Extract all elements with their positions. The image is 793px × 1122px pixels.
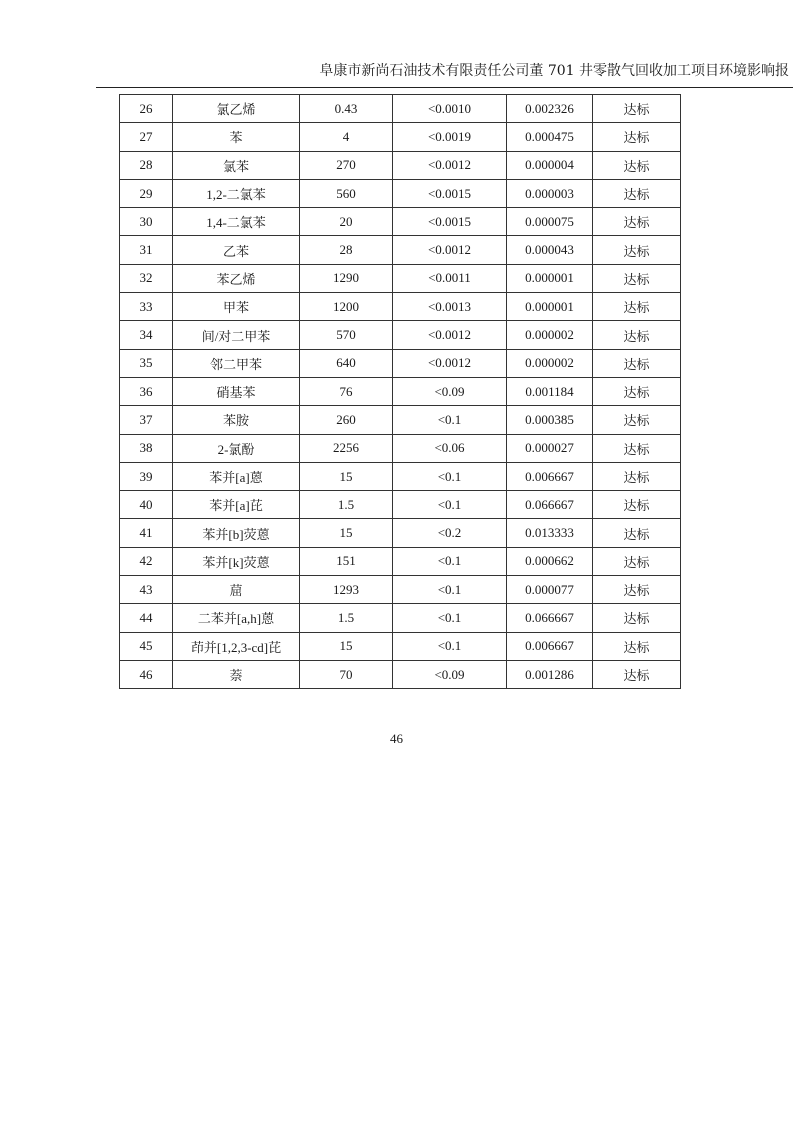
ratio-value-cell: 0.001184 [507,377,593,405]
table-row [120,293,681,321]
table-row [120,660,681,688]
pollutant-name-cell: 二苯并[a,h]蒽 [173,604,300,632]
ratio-value-cell: 0.066667 [507,491,593,519]
standard-value-cell: 640 [300,349,393,377]
standard-value-cell: 270 [300,151,393,179]
standard-value-cell: 15 [300,519,393,547]
measured-value-cell: <0.1 [393,632,507,660]
pollutant-name-cell: 苯并[k]荧蒽 [173,547,300,575]
table-row [120,406,681,434]
pollutant-name-cell: 乙苯 [173,236,300,264]
row-number-cell: 38 [120,434,173,462]
standard-value-cell: 1290 [300,264,393,292]
standard-value-cell: 1293 [300,576,393,604]
result-cell: 达标 [593,208,681,236]
row-number-cell: 33 [120,293,173,321]
standard-value-cell: 560 [300,179,393,207]
row-number-cell: 46 [120,660,173,688]
ratio-value-cell: 0.000385 [507,406,593,434]
table-row [120,604,681,632]
measured-value-cell: <0.0019 [393,123,507,151]
table-row [120,95,681,123]
header-divider [96,87,793,88]
measured-value-cell: <0.1 [393,547,507,575]
pollutant-name-cell: 苯乙烯 [173,264,300,292]
table-row [120,576,681,604]
result-cell: 达标 [593,293,681,321]
row-number-cell: 27 [120,123,173,151]
table-row [120,349,681,377]
result-cell: 达标 [593,519,681,547]
row-number-cell: 42 [120,547,173,575]
standard-value-cell: 151 [300,547,393,575]
pollutant-name-cell: 䓛 [173,576,300,604]
result-cell: 达标 [593,547,681,575]
standard-value-cell: 20 [300,208,393,236]
result-cell: 达标 [593,434,681,462]
table-row [120,434,681,462]
standard-value-cell: 260 [300,406,393,434]
measured-value-cell: <0.06 [393,434,507,462]
row-number-cell: 37 [120,406,173,434]
row-number-cell: 43 [120,576,173,604]
result-cell: 达标 [593,179,681,207]
standard-value-cell: 2256 [300,434,393,462]
pollutant-name-cell: 茚并[1,2,3-cd]芘 [173,632,300,660]
ratio-value-cell: 0.013333 [507,519,593,547]
ratio-value-cell: 0.000475 [507,123,593,151]
row-number-cell: 36 [120,377,173,405]
pollutant-name-cell: 萘 [173,660,300,688]
result-cell: 达标 [593,604,681,632]
result-cell: 达标 [593,377,681,405]
pollutant-name-cell: 硝基苯 [173,377,300,405]
result-cell: 达标 [593,462,681,490]
result-cell: 达标 [593,151,681,179]
measured-value-cell: <0.1 [393,604,507,632]
pollutant-name-cell: 1,4-二氯苯 [173,208,300,236]
pollutant-results-table [119,94,681,689]
result-cell: 达标 [593,491,681,519]
pollutant-name-cell: 苯 [173,123,300,151]
standard-value-cell: 0.43 [300,95,393,123]
table-row [120,377,681,405]
ratio-value-cell: 0.000662 [507,547,593,575]
table-row [120,179,681,207]
pollutant-name-cell: 邻二甲苯 [173,349,300,377]
measured-value-cell: <0.1 [393,576,507,604]
page-header-title: 阜康市新尚石油技术有限责任公司董 701 井零散气回收加工项目环境影响报 [319,63,789,79]
row-number-cell: 34 [120,321,173,349]
measured-value-cell: <0.09 [393,377,507,405]
standard-value-cell: 4 [300,123,393,151]
result-cell: 达标 [593,660,681,688]
row-number-cell: 41 [120,519,173,547]
table-row [120,236,681,264]
pollutant-name-cell: 苯并[a]蒽 [173,462,300,490]
result-cell: 达标 [593,576,681,604]
table-row [120,547,681,575]
measured-value-cell: <0.0010 [393,95,507,123]
ratio-value-cell: 0.000027 [507,434,593,462]
ratio-value-cell: 0.000075 [507,208,593,236]
row-number-cell: 35 [120,349,173,377]
measured-value-cell: <0.0013 [393,293,507,321]
result-cell: 达标 [593,632,681,660]
measured-value-cell: <0.0011 [393,264,507,292]
ratio-value-cell: 0.006667 [507,462,593,490]
pollutant-name-cell: 甲苯 [173,293,300,321]
ratio-value-cell: 0.006667 [507,632,593,660]
pollutant-name-cell: 苯并[b]荧蒽 [173,519,300,547]
pollutant-name-cell: 间/对二甲苯 [173,321,300,349]
table-row [120,151,681,179]
standard-value-cell: 1.5 [300,604,393,632]
table-row [120,208,681,236]
measured-value-cell: <0.0012 [393,236,507,264]
row-number-cell: 26 [120,95,173,123]
pollutant-name-cell: 苯胺 [173,406,300,434]
standard-value-cell: 15 [300,462,393,490]
ratio-value-cell: 0.066667 [507,604,593,632]
ratio-value-cell: 0.000077 [507,576,593,604]
measured-value-cell: <0.0012 [393,349,507,377]
ratio-value-cell: 0.000001 [507,293,593,321]
result-cell: 达标 [593,264,681,292]
page-number: 46 [390,731,403,746]
standard-value-cell: 15 [300,632,393,660]
table-row [120,519,681,547]
standard-value-cell: 1.5 [300,491,393,519]
ratio-value-cell: 0.000001 [507,264,593,292]
measured-value-cell: <0.0015 [393,208,507,236]
measured-value-cell: <0.09 [393,660,507,688]
row-number-cell: 31 [120,236,173,264]
table-row [120,123,681,151]
ratio-value-cell: 0.000002 [507,349,593,377]
pollutant-name-cell: 氯乙烯 [173,95,300,123]
row-number-cell: 44 [120,604,173,632]
row-number-cell: 28 [120,151,173,179]
standard-value-cell: 570 [300,321,393,349]
ratio-value-cell: 0.000004 [507,151,593,179]
pollutant-name-cell: 2-氯酚 [173,434,300,462]
ratio-value-cell: 0.001286 [507,660,593,688]
ratio-value-cell: 0.002326 [507,95,593,123]
ratio-value-cell: 0.000002 [507,321,593,349]
result-cell: 达标 [593,123,681,151]
row-number-cell: 30 [120,208,173,236]
table-row [120,632,681,660]
measured-value-cell: <0.0012 [393,321,507,349]
row-number-cell: 39 [120,462,173,490]
row-number-cell: 45 [120,632,173,660]
table-body [120,95,681,689]
pollutant-name-cell: 1,2-二氯苯 [173,179,300,207]
pollutant-name-cell: 苯并[a]芘 [173,491,300,519]
table-row [120,491,681,519]
result-cell: 达标 [593,406,681,434]
standard-value-cell: 76 [300,377,393,405]
measured-value-cell: <0.1 [393,462,507,490]
row-number-cell: 29 [120,179,173,207]
measured-value-cell: <0.0012 [393,151,507,179]
row-number-cell: 40 [120,491,173,519]
table-row [120,462,681,490]
result-cell: 达标 [593,236,681,264]
standard-value-cell: 28 [300,236,393,264]
ratio-value-cell: 0.000003 [507,179,593,207]
measured-value-cell: <0.0015 [393,179,507,207]
pollutant-name-cell: 氯苯 [173,151,300,179]
table-row [120,321,681,349]
row-number-cell: 32 [120,264,173,292]
ratio-value-cell: 0.000043 [507,236,593,264]
measured-value-cell: <0.1 [393,491,507,519]
result-cell: 达标 [593,349,681,377]
measured-value-cell: <0.2 [393,519,507,547]
standard-value-cell: 70 [300,660,393,688]
result-cell: 达标 [593,321,681,349]
table-row [120,264,681,292]
standard-value-cell: 1200 [300,293,393,321]
result-cell: 达标 [593,95,681,123]
measured-value-cell: <0.1 [393,406,507,434]
